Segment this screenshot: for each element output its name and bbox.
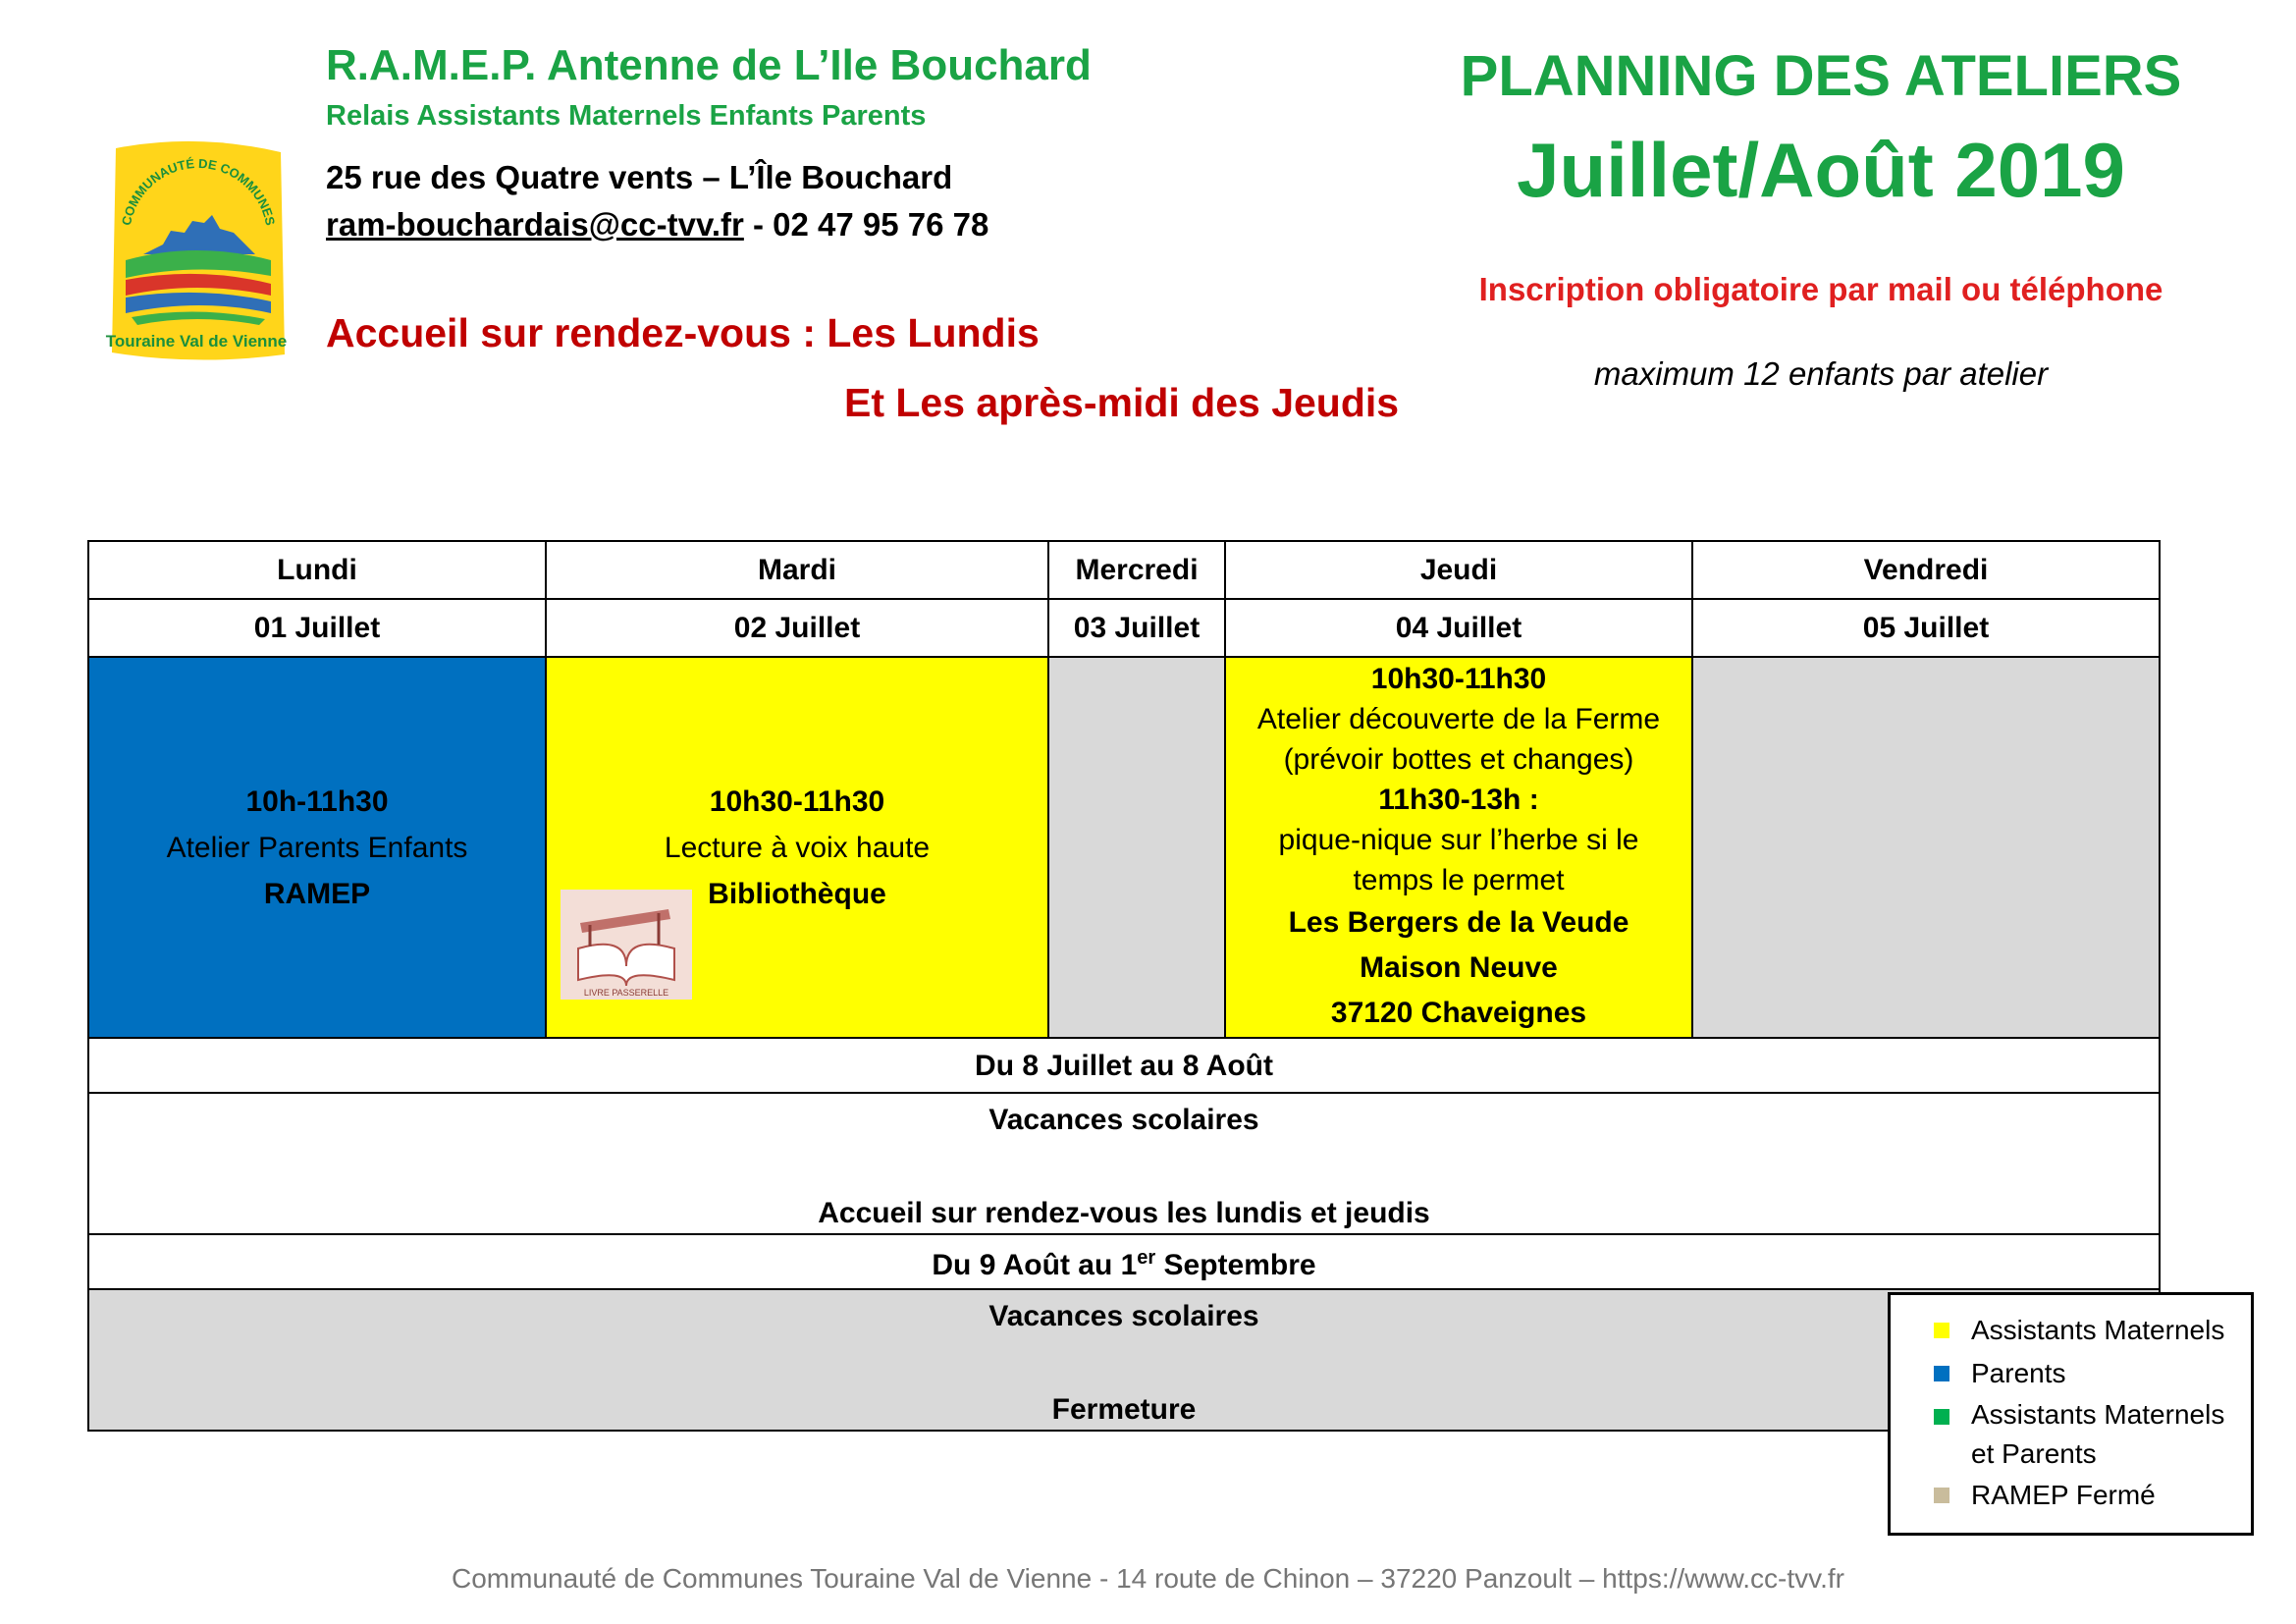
legend-label: Parents [1971, 1358, 2066, 1388]
legend-item [1934, 1352, 2251, 1395]
mardi-place: Bibliothèque [708, 877, 886, 910]
lundi-time: 10h-11h30 [245, 785, 389, 818]
period-2-label: Du 9 Août au 1er Septembre [88, 1234, 2160, 1289]
svg-text:Touraine Val de Vienne: Touraine Val de Vienne [105, 332, 288, 351]
legend-swatch [1934, 1323, 1949, 1338]
day-header: Lundi [88, 541, 546, 599]
jeudi-activity-1: Atelier découverte de la Ferme [1256, 703, 1661, 735]
planning-period: Juillet/Août 2019 [1517, 127, 2125, 213]
period-1-label: Du 8 Juillet au 8 Août [88, 1038, 2160, 1093]
legend-item [1934, 1395, 2251, 1474]
legend-label: Assistants Maternels [1971, 1315, 2225, 1345]
planning-title: PLANNING DES ATELIERS [1460, 44, 2182, 108]
legend-swatch [1934, 1409, 1949, 1425]
jeudi-activity-2b: temps le permet [1353, 864, 1565, 896]
phone-number: - 02 47 95 76 78 [743, 206, 989, 243]
period-2-detail-row [88, 1289, 2160, 1431]
date-cell: 04 Juillet [1225, 599, 1692, 657]
period-2-row [88, 1234, 2160, 1289]
day-header: Mercredi [1048, 541, 1225, 599]
jeudi-time-2: 11h30-13h : [1378, 784, 1539, 816]
date-cell: 05 Juillet [1692, 599, 2160, 657]
period-2-line-2: Fermeture [1051, 1393, 1197, 1426]
accueil-line-1: Accueil sur rendez-vous : Les Lundis [326, 310, 1040, 355]
color-legend [1888, 1292, 2254, 1536]
legend-swatch [1934, 1366, 1949, 1381]
max-children-note: maximum 12 enfants par atelier [1593, 355, 2049, 392]
org-contact [326, 206, 988, 244]
lundi-place: RAMEP [263, 877, 371, 910]
legend-label-cont: et Parents [1971, 1438, 2097, 1469]
jeudi-place-1: Les Bergers de la Veude [1288, 906, 1629, 939]
vendredi-closed-cell [1692, 657, 2160, 1038]
legend-label: Assistants Maternels [1971, 1399, 2225, 1430]
date-row [88, 599, 2160, 657]
day-header: Jeudi [1225, 541, 1692, 599]
livre-passerelle-image [561, 890, 692, 1000]
jeudi-place-3: 37120 Chaveignes [1330, 997, 1587, 1029]
accueil-line-2: Et Les après-midi des Jeudis [844, 380, 1400, 425]
day-header: Mardi [546, 541, 1048, 599]
org-subtitle: Relais Assistants Maternels Enfants Parents [326, 100, 927, 132]
period-1-line-2: Accueil sur rendez-vous les lundis et jeudis [818, 1197, 1430, 1229]
org-title: R.A.M.E.P. Antenne de L’Ile Bouchard [326, 41, 1092, 89]
day-header-row [88, 541, 2160, 599]
activity-row [88, 657, 2160, 1038]
mercredi-closed-cell [1048, 657, 1225, 1038]
mardi-activity: Lecture à voix haute [664, 831, 931, 864]
date-cell: 01 Juillet [88, 599, 546, 657]
image-caption: LIVRE PASSERELLE [583, 988, 669, 998]
legend-swatch [1934, 1488, 1949, 1503]
period-1-row [88, 1038, 2160, 1093]
jeudi-activity-2: pique-nique sur l’herbe si le [1278, 824, 1639, 856]
jeudi-time-1: 10h30-11h30 [1370, 663, 1547, 695]
jeudi-place-2: Maison Neuve [1360, 951, 1558, 984]
date-cell: 03 Juillet [1048, 599, 1225, 657]
page-footer: Communauté de Communes Touraine Val de Vienne - 14 route de Chinon – 37220 Panzoult – https://www.cc-tvv.fr [452, 1563, 1844, 1594]
touraine-val-de-vienne-logo [102, 138, 291, 362]
legend-label: RAMEP Fermé [1971, 1480, 2156, 1510]
date-cell: 02 Juillet [546, 599, 1048, 657]
jeudi-activity-cell [1225, 657, 1692, 1038]
lundi-activity: Atelier Parents Enfants [166, 831, 468, 864]
lundi-activity-cell [88, 657, 546, 1038]
period-1-detail-row [88, 1093, 2160, 1234]
svg-text:COMMUNAUTÉ DE COMMUNES: COMMUNAUTÉ DE COMMUNES [118, 155, 279, 227]
period-2-line-1: Vacances scolaires [988, 1300, 1259, 1332]
inscription-note: Inscription obligatoire par mail ou téléphone [1478, 271, 2163, 307]
period-2-detail [88, 1289, 2160, 1431]
day-header: Vendredi [1692, 541, 2160, 599]
legend-item [1934, 1309, 2251, 1352]
jeudi-activity-1b: (prévoir bottes et changes) [1283, 743, 1634, 776]
mardi-time: 10h30-11h30 [709, 785, 885, 818]
org-address: 25 rue des Quatre vents – L’Île Bouchard [326, 159, 953, 195]
period-1-line-1: Vacances scolaires [988, 1104, 1259, 1136]
email-link[interactable]: ram-bouchardais@cc-tvv.fr [326, 206, 744, 243]
schedule-table [87, 540, 2161, 1432]
mardi-activity-cell [546, 657, 1048, 1038]
legend-item [1934, 1474, 2251, 1517]
period-1-detail [88, 1093, 2160, 1234]
